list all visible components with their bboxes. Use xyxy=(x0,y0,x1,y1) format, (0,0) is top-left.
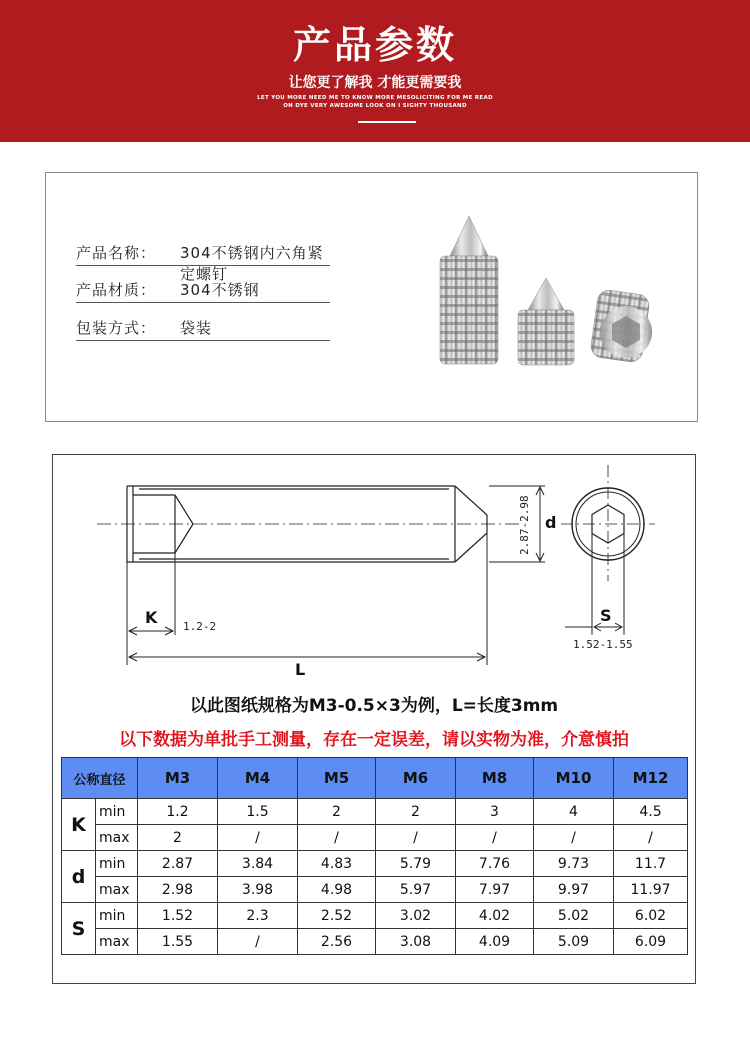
value-cell: 5.97 xyxy=(376,877,456,903)
value-cell: 4.5 xyxy=(614,799,688,825)
value-cell: 2.98 xyxy=(138,877,218,903)
value-cell: 2.3 xyxy=(218,903,298,929)
sub-label-cell: max xyxy=(96,825,138,851)
value-cell: / xyxy=(218,929,298,955)
info-row-packaging xyxy=(76,316,330,341)
value-cell: 2.56 xyxy=(298,929,376,955)
value-cell: 9.97 xyxy=(534,877,614,903)
info-label: 产品名称： xyxy=(76,244,157,262)
value-cell: 4 xyxy=(534,799,614,825)
screw-drawing xyxy=(53,455,695,685)
table-row xyxy=(62,929,688,955)
table-row xyxy=(62,799,688,825)
sub-label-cell: max xyxy=(96,929,138,955)
info-value: 袋装 xyxy=(180,319,213,337)
value-cell: / xyxy=(298,825,376,851)
value-cell: 6.02 xyxy=(614,903,688,929)
value-cell: 11.97 xyxy=(614,877,688,903)
sub-label-cell: min xyxy=(96,903,138,929)
product-photo xyxy=(426,208,686,378)
l-label: L xyxy=(295,660,306,679)
size-header: M12 xyxy=(614,758,688,799)
value-cell: 2 xyxy=(376,799,456,825)
spec-table xyxy=(61,757,688,955)
table-row xyxy=(62,903,688,929)
banner-title: 产品参数 xyxy=(292,23,457,67)
value-cell: / xyxy=(534,825,614,851)
value-cell: 1.5 xyxy=(218,799,298,825)
table-row xyxy=(62,877,688,903)
value-cell: 2 xyxy=(138,825,218,851)
param-cell: K xyxy=(62,799,96,851)
value-cell: 2 xyxy=(298,799,376,825)
value-cell: / xyxy=(456,825,534,851)
banner-english-line-2: ON DYE VERY AWESOME LOOK ON I SIGHTY THOUSAND xyxy=(283,103,467,109)
sub-label-cell: max xyxy=(96,877,138,903)
value-cell: 4.09 xyxy=(456,929,534,955)
value-cell: 9.73 xyxy=(534,851,614,877)
value-cell: 5.02 xyxy=(534,903,614,929)
size-header: M4 xyxy=(218,758,298,799)
info-row-name xyxy=(76,241,330,283)
size-header: M8 xyxy=(456,758,534,799)
sub-label-cell: min xyxy=(96,851,138,877)
value-cell: 4.98 xyxy=(298,877,376,903)
param-cell: S xyxy=(62,903,96,955)
size-header: M5 xyxy=(298,758,376,799)
corner-header: 公称直径 xyxy=(62,758,138,799)
value-cell: 1.52 xyxy=(138,903,218,929)
k-range-label: 1.2-2 xyxy=(183,620,217,633)
banner-divider xyxy=(358,121,416,123)
info-label: 包装方式： xyxy=(76,319,157,337)
value-cell: 1.2 xyxy=(138,799,218,825)
value-cell: 7.97 xyxy=(456,877,534,903)
value-cell: 2.52 xyxy=(298,903,376,929)
banner-subtitle: 让您更了解我 才能更需要我 xyxy=(288,75,462,91)
param-cell: d xyxy=(62,851,96,903)
info-value: 304不锈钢 xyxy=(180,281,260,299)
table-row xyxy=(62,825,688,851)
value-cell: 3.02 xyxy=(376,903,456,929)
value-cell: 4.83 xyxy=(298,851,376,877)
value-cell: 3 xyxy=(456,799,534,825)
banner-english-line-1: LET YOU MORE NEED ME TO KNOW MORE MESOLICITING FOR ME READ xyxy=(257,95,493,101)
value-cell: 7.76 xyxy=(456,851,534,877)
info-value: 304不锈钢内六角紧定螺钉 xyxy=(180,244,324,283)
value-cell: 11.7 xyxy=(614,851,688,877)
product-info-box xyxy=(45,172,698,422)
value-cell: / xyxy=(376,825,456,851)
size-header: M3 xyxy=(138,758,218,799)
table-header-row xyxy=(62,758,688,799)
s-label: S xyxy=(600,606,612,625)
table-body xyxy=(62,799,688,955)
d-label: d xyxy=(545,513,557,532)
measurement-warning: 以下数据为单批手工测量，存在一定误差，请以实物为准，介意慎拍 xyxy=(119,730,629,750)
example-caption: 以此图纸规格为M3-0.5×3为例，L=长度3mm xyxy=(189,696,559,716)
value-cell: 4.02 xyxy=(456,903,534,929)
value-cell: / xyxy=(614,825,688,851)
value-cell: 5.09 xyxy=(534,929,614,955)
size-header: M10 xyxy=(534,758,614,799)
size-header: M6 xyxy=(376,758,456,799)
value-cell: 3.98 xyxy=(218,877,298,903)
header-banner xyxy=(0,0,750,142)
table-row xyxy=(62,851,688,877)
value-cell: 2.87 xyxy=(138,851,218,877)
sub-label-cell: min xyxy=(96,799,138,825)
d-range-label: 2.87-2.98 xyxy=(518,495,531,555)
value-cell: 1.55 xyxy=(138,929,218,955)
info-row-material xyxy=(76,278,330,303)
value-cell: 5.79 xyxy=(376,851,456,877)
value-cell: 3.08 xyxy=(376,929,456,955)
value-cell: 6.09 xyxy=(614,929,688,955)
value-cell: 3.84 xyxy=(218,851,298,877)
value-cell: / xyxy=(218,825,298,851)
k-label: K xyxy=(145,608,158,627)
technical-drawing-box xyxy=(52,454,696,984)
info-label: 产品材质： xyxy=(76,281,157,299)
s-range-label: 1.52-1.55 xyxy=(573,638,633,651)
